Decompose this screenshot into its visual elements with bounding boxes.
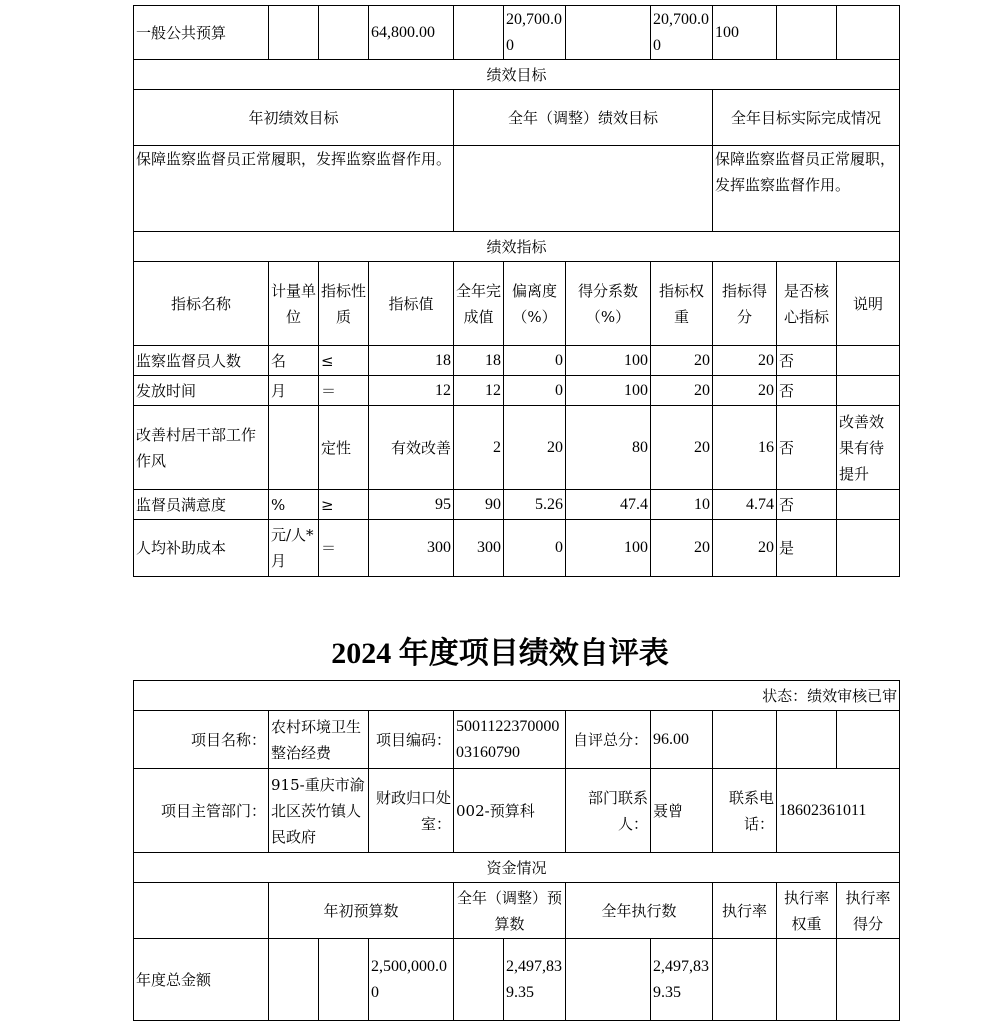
total-label: 年度总金额: [134, 939, 269, 1021]
table-row: 人均补助成本 元/人*月 ＝ 300 300 0 100 20 20 是: [134, 520, 900, 577]
goal-initial: 保障监察监督员正常履职，发挥监察监督作用。: [134, 146, 454, 232]
budget-label: 一般公共预算: [134, 6, 269, 60]
col-header: 指标得分: [713, 262, 777, 346]
budget-executed: 20,700.00: [651, 6, 713, 60]
goal-header-adjusted: 全年（调整）绩效目标: [454, 90, 713, 146]
dept-value: 915-重庆市渝北区茨竹镇人民政府: [269, 769, 369, 853]
col-header: 偏离度（%）: [504, 262, 566, 346]
col-header: 指标值: [369, 262, 454, 346]
project-info-row: [134, 711, 900, 769]
col-header: 计量单位: [269, 262, 319, 346]
finance-value: 002-预算科: [454, 769, 566, 853]
total-initial: 2,500,000.00: [369, 939, 454, 1021]
budget-rate: 100: [713, 6, 777, 60]
fund-col-adjusted: 全年（调整）预算数: [454, 883, 566, 939]
budget-initial: 64,800.00: [369, 6, 454, 60]
dept-label: 项目主管部门：: [134, 769, 269, 853]
project-code: 500112237000003160790: [454, 711, 566, 769]
indicator-column-headers: [134, 262, 900, 346]
budget-adjusted: 20,700.00: [504, 6, 566, 60]
phone-label: 联系电话：: [713, 769, 777, 853]
goal-header-initial: 年初绩效目标: [134, 90, 454, 146]
goal-header-actual: 全年目标实际完成情况: [713, 90, 900, 146]
dept-info-row: [134, 769, 900, 853]
col-header: 说明: [837, 262, 900, 346]
total-adjusted: 2,497,839.35: [504, 939, 566, 1021]
contact-value: 聂曾: [651, 769, 713, 853]
col-header: 指标权重: [651, 262, 713, 346]
table-row: 监察监督员人数 名 ≤ 18 18 0 100 20 20 否: [134, 346, 900, 376]
col-header: 指标性质: [319, 262, 369, 346]
goal-actual: 保障监察监督员正常履职，发挥监察监督作用。: [713, 146, 900, 232]
status-badge: 状态：绩效审核已审: [134, 681, 900, 711]
indicator-header: 绩效指标: [134, 232, 900, 262]
fund-col-rate-score: 执行率得分: [837, 883, 900, 939]
project-name: 农村环境卫生整治经费: [269, 711, 369, 769]
col-header: 全年完成值: [454, 262, 504, 346]
funds-header: 资金情况: [134, 853, 900, 883]
table-row: 改善村居干部工作作风 定性 有效改善 2 20 80 20 16 否 改善效果有待提升: [134, 406, 900, 490]
total-executed: 2,497,839.35: [651, 939, 713, 1021]
table-row: 监督员满意度 % ≥ 95 90 5.26 47.4 10 4.74 否: [134, 490, 900, 520]
phone-value: 18602361011: [777, 769, 900, 853]
table-row: 发放时间 月 ＝ 12 12 0 100 20 20 否: [134, 376, 900, 406]
self-score-label: 自评总分：: [566, 711, 651, 769]
contact-label: 部门联系人：: [566, 769, 651, 853]
fund-col-rate-weight: 执行率权重: [777, 883, 837, 939]
fund-col-initial: 年初预算数: [269, 883, 454, 939]
budget-row: [134, 6, 900, 60]
fund-column-headers: [134, 883, 900, 939]
col-header: 得分系数（%）: [566, 262, 651, 346]
table-row: [134, 939, 900, 1021]
fund-col-rate: 执行率: [713, 883, 777, 939]
project-code-label: 项目编码：: [369, 711, 454, 769]
finance-label: 财政归口处室：: [369, 769, 454, 853]
page-title: 2024 年度项目绩效自评表: [331, 637, 669, 670]
fund-col-executed: 全年执行数: [566, 883, 713, 939]
perf-goal-header: 绩效目标: [134, 60, 900, 90]
col-header: 是否核心指标: [777, 262, 837, 346]
self-score: 96.00: [651, 711, 713, 769]
performance-table-bottom: [133, 680, 900, 1021]
performance-table-top: [133, 5, 900, 577]
project-name-label: 项目名称：: [134, 711, 269, 769]
col-header: 指标名称: [134, 262, 269, 346]
goal-adjusted: [454, 146, 713, 232]
